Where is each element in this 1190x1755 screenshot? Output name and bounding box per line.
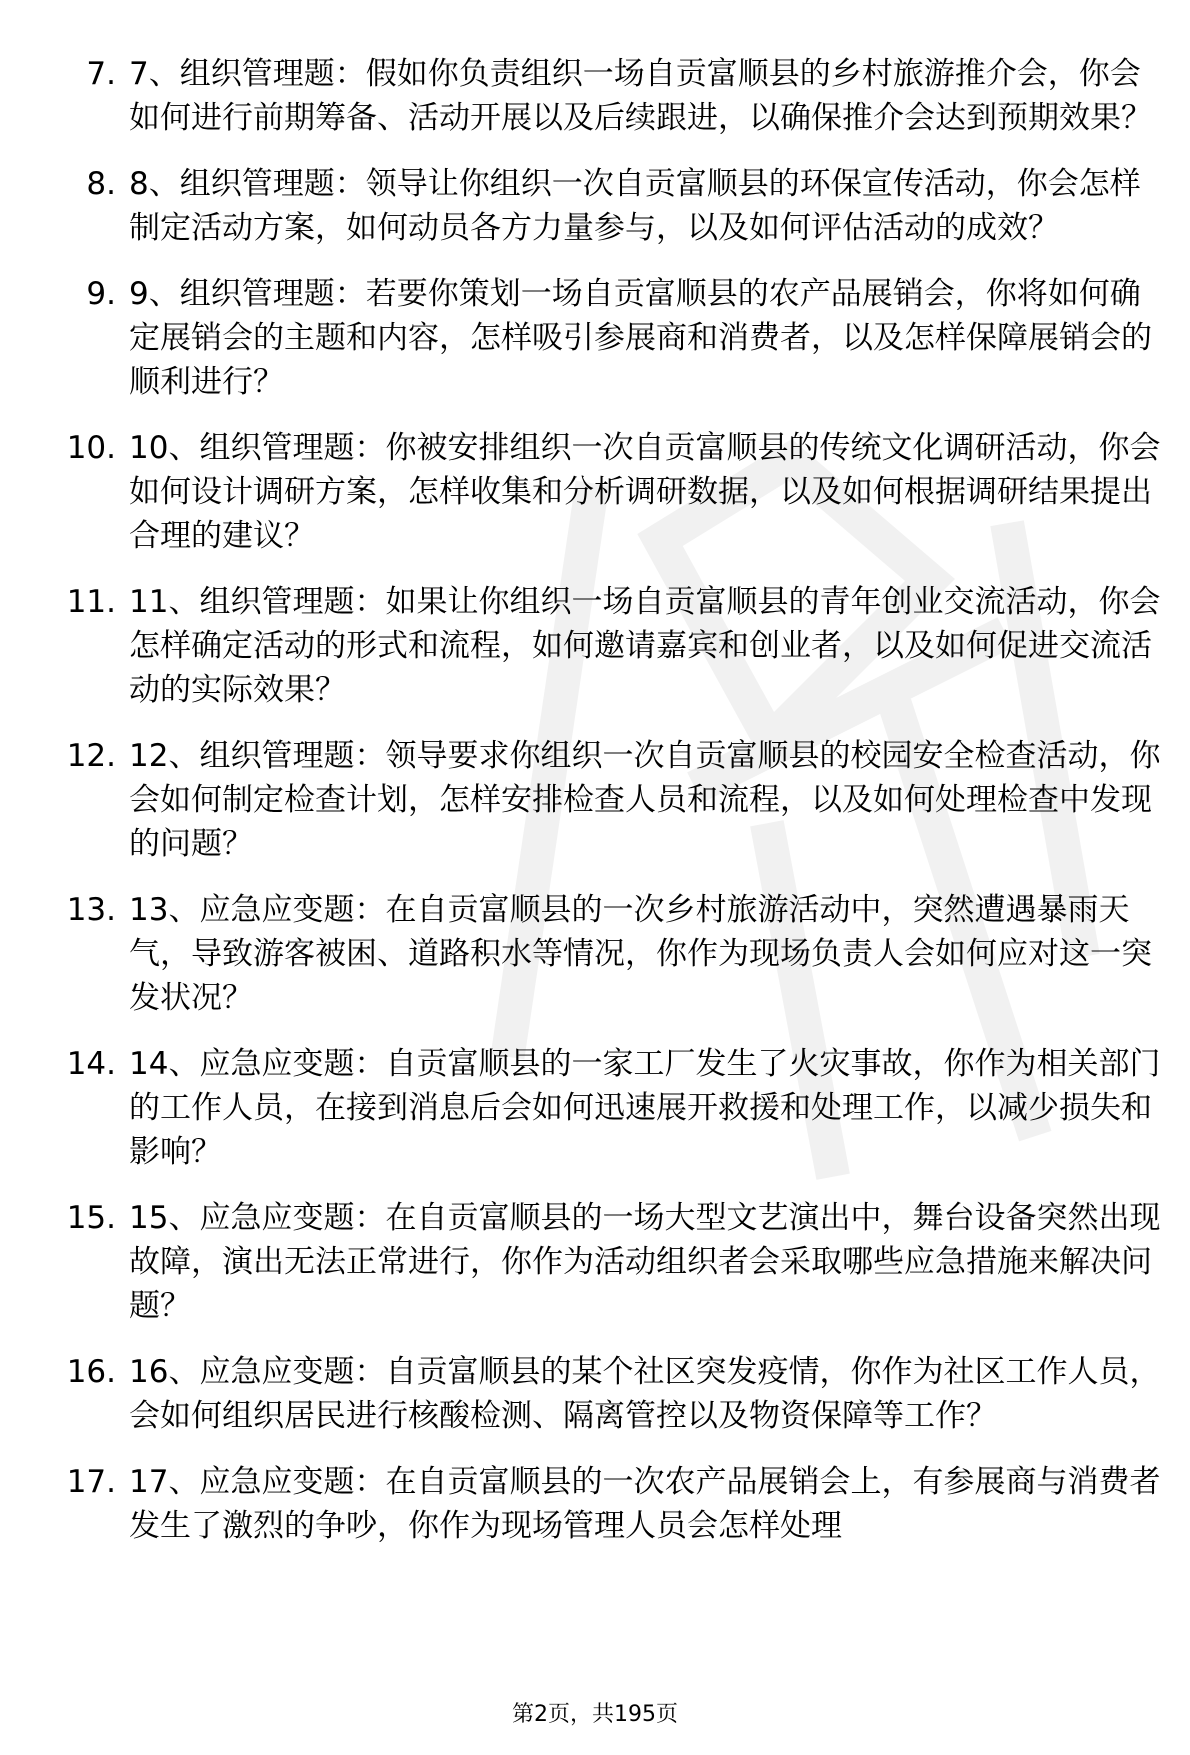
- item-text: 14、应急应变题：自贡富顺县的一家工厂发生了火灾事故，你作为相关部门的工作人员，在接到消息后会如何迅速展开救援和处理工作，以减少损失和影响？: [129, 1046, 1161, 1170]
- item-number: 14.: [66, 1046, 116, 1082]
- list-item: [0, 1460, 1190, 1548]
- item-number: 13.: [66, 892, 116, 928]
- question-list: [0, 52, 1190, 1570]
- item-number: 9.: [86, 276, 116, 312]
- page-footer: 第2页，共195页: [512, 1702, 678, 1727]
- list-item: [0, 272, 1190, 404]
- item-number: 8.: [86, 166, 116, 202]
- item-text: 16、应急应变题：自贡富顺县的某个社区突发疫情，你作为社区工作人员，会如何组织居民进行核酸检测、隔离管控以及物资保障等工作？: [129, 1354, 1161, 1434]
- item-number: 10.: [66, 430, 116, 466]
- item-number: 12.: [66, 738, 116, 774]
- item-text: 7、组织管理题：假如你负责组织一场自贡富顺县的乡村旅游推介会，你会如何进行前期筹备、活动开展以及后续跟进，以确保推介会达到预期效果？: [129, 56, 1152, 136]
- item-text: 10、组织管理题：你被安排组织一次自贡富顺县的传统文化调研活动，你会如何设计调研方案，怎样收集和分析调研数据，以及如何根据调研结果提出合理的建议？: [129, 430, 1161, 554]
- item-text: 9、组织管理题：若要你策划一场自贡富顺县的农产品展销会，你将如何确定展销会的主题和内容，怎样吸引参展商和消费者，以及怎样保障展销会的顺利进行？: [129, 276, 1152, 400]
- item-number: 15.: [66, 1200, 116, 1236]
- list-item: [0, 426, 1190, 558]
- item-text: 11、组织管理题：如果让你组织一场自贡富顺县的青年创业交流活动，你会怎样确定活动的形式和流程，如何邀请嘉宾和创业者，以及如何促进交流活动的实际效果？: [129, 584, 1161, 708]
- item-text: 15、应急应变题：在自贡富顺县的一场大型文艺演出中，舞台设备突然出现故障，演出无法正常进行，你作为活动组织者会采取哪些应急措施来解决问题？: [129, 1200, 1161, 1324]
- list-item: [0, 52, 1190, 140]
- list-item: [0, 734, 1190, 866]
- item-text: 17、应急应变题：在自贡富顺县的一次农产品展销会上，有参展商与消费者发生了激烈的争吵，你作为现场管理人员会怎样处理: [129, 1464, 1161, 1544]
- list-item: [0, 162, 1190, 250]
- item-text: 13、应急应变题：在自贡富顺县的一次乡村旅游活动中，突然遭遇暴雨天气，导致游客被困、道路积水等情况，你作为现场负责人会如何应对这一突发状况？: [129, 892, 1152, 1016]
- list-item: [0, 1350, 1190, 1438]
- item-number: 16.: [66, 1354, 116, 1390]
- list-item: [0, 580, 1190, 712]
- list-item: [0, 1042, 1190, 1174]
- item-number: 11.: [66, 584, 116, 620]
- item-text: 12、组织管理题：领导要求你组织一次自贡富顺县的校园安全检查活动，你会如何制定检查计划，怎样安排检查人员和流程，以及如何处理检查中发现的问题？: [129, 738, 1161, 862]
- item-number: 17.: [66, 1464, 116, 1500]
- list-item: [0, 1196, 1190, 1328]
- item-text: 8、组织管理题：领导让你组织一次自贡富顺县的环保宣传活动，你会怎样制定活动方案，如何动员各方力量参与，以及如何评估活动的成效？: [129, 166, 1141, 246]
- list-item: [0, 888, 1190, 1020]
- item-number: 7.: [86, 56, 116, 92]
